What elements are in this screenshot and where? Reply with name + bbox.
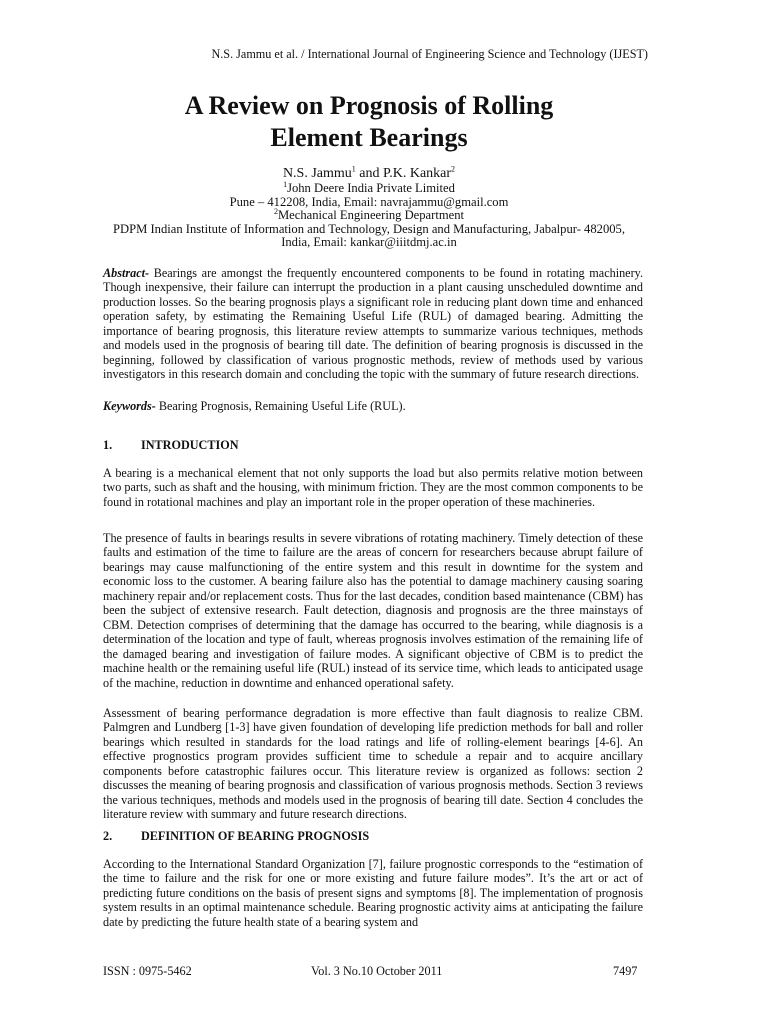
affiliation-1-address: Pune – 412208, India, Email: navrajammu@gmail.com [229, 194, 509, 209]
affiliation-2-address: India, Email: kankar@iiitdmj.ac.in [281, 235, 457, 250]
author-1-sup: 1 [351, 164, 356, 174]
keywords-label: Keywords- [103, 399, 156, 413]
section-title: DEFINITION OF BEARING PROGNOSIS [141, 829, 370, 843]
author-1: N.S. Jammu [282, 166, 352, 181]
author-2: P.K. Kankar [383, 166, 452, 181]
abstract-text: Bearings are amongst the frequently encountered components to be found in rotating machinery. Though inexpensive, their failure can interrupt the production in a plant causing unscheduled downtime and production losses. So the bearing prognosis plays a significant role in reducing plant down time and enhanced operation safety, by estimating the Remaining Useful Life (RUL) of damaged bearing. Admitting the importance of bearing prognosis, this literature review attempts to summarize various techniques, methods and models used in the prognosis of bearing till date. The definition of bearing prognosis is discussed in the beginning, followed by classification of various prognostic methods, review of methods used by various investigators in this research domain and concluding the topic with the summary of future research directions. [103, 266, 643, 382]
keywords-text: Bearing Prognosis, Remaining Useful Life (RUL). [155, 399, 406, 413]
title-line-2: Element Bearings [270, 123, 468, 152]
section-number: 1. [103, 438, 113, 452]
section-number: 2. [103, 829, 113, 843]
running-head: N.S. Jammu et al. / International Journal of Engineering Science and Technology (IJEST) [211, 47, 648, 61]
abstract [103, 266, 643, 382]
paragraph: According to the International Standard Organization [7], failure prognostic corresponds to the “estimation of the time to failure and the risk for one or more existing and future failure modes”. It’s the art or act of predicting future conditions on the basis of present signs and symptoms [8]. The implementation of prognosis system results in an optimal maintenance schedule. Bearing prognostic activity aims at anticipating the failure date by predicting the future health state of a bearing system and [103, 857, 643, 929]
paragraph: A bearing is a mechanical element that not only supports the load but also permits relative motion between two parts, such as shaft and the housing, with minimum friction. They are the most common components to be found in rotational machines and play an important role in the proper operation of these machineries. [103, 466, 643, 509]
author-2-sup: 2 [451, 164, 456, 174]
author-block [0, 166, 738, 250]
title-line-1: A Review on Prognosis of Rolling [184, 91, 554, 120]
paragraph: The presence of faults in bearings results in severe vibrations of rotating machinery. Timely detection of these faults and estimation of the time to failure are the areas of concern for researchers because abrupt failure of bearings may cause malfunctioning of the entire system and this result in downtime for the system and economic loss to the customer. A bearing failure also has the potential to damage machinery causing soaring machinery repair and/or replacement costs. Thus for the last decades, condition based maintenance (CBM) has been the subject of extensive research. Fault detection, diagnosis and prognosis are the three mainstays of CBM. Detection comprises of determining that the damage has occurred to the bearing, while diagnosis is a determination of the location and type of fault, whereas prognosis involves estimation of the remaining life of the damaged bearing and investigation of failure modes. A significant objective of CBM is to predict the machine health or the remaining useful life (RUL) instead of its service time, which leads to anticipated usage of the machine, reduction in downtime and enhanced operational safety. [103, 531, 643, 690]
section-heading-definition [103, 829, 643, 843]
keywords [103, 399, 643, 413]
author-and: and [355, 166, 383, 181]
abstract-label: Abstract- [103, 266, 150, 280]
affiliation-1: $^1$John Deere India Private Limited [283, 179, 455, 195]
section-title: INTRODUCTION [141, 438, 239, 452]
footer-issn: ISSN : 0975-5462 [103, 964, 192, 978]
footer-page-number: 7497 [613, 964, 638, 978]
paragraph: Assessment of bearing performance degradation is more effective than fault diagnosis to realize CBM. Palmgren and Lundberg [1-3] have given foundation of developing life prediction methods for ball and roller bearings which resulted in standards for the load ratings and life of rolling-element bearings [4-6]. An effective prognostics program provides sufficient time to schedule a repair and to acquire ancillary components before catastrophic failures occur. This literature review is organized as follows: section 2 discusses the meaning of bearing prognosis and classification of various prognosis methods. Section 3 reviews the various techniques, methods and models used in the prognosis of bearing till date. Section 4 concludes the literature review with summary and future research directions. [103, 706, 643, 822]
author-names [0, 166, 738, 182]
affiliation-2: $^2$Mechanical Engineering Department [273, 207, 465, 223]
affiliation-2-institute: PDPM Indian Institute of Information and Technology, Design and Manufacturing, Jabalpur- 482005, [113, 221, 625, 236]
footer-volume: Vol. 3 No.10 October 2011 [311, 964, 443, 978]
paper-title [0, 90, 738, 154]
section-heading-introduction [103, 438, 643, 452]
